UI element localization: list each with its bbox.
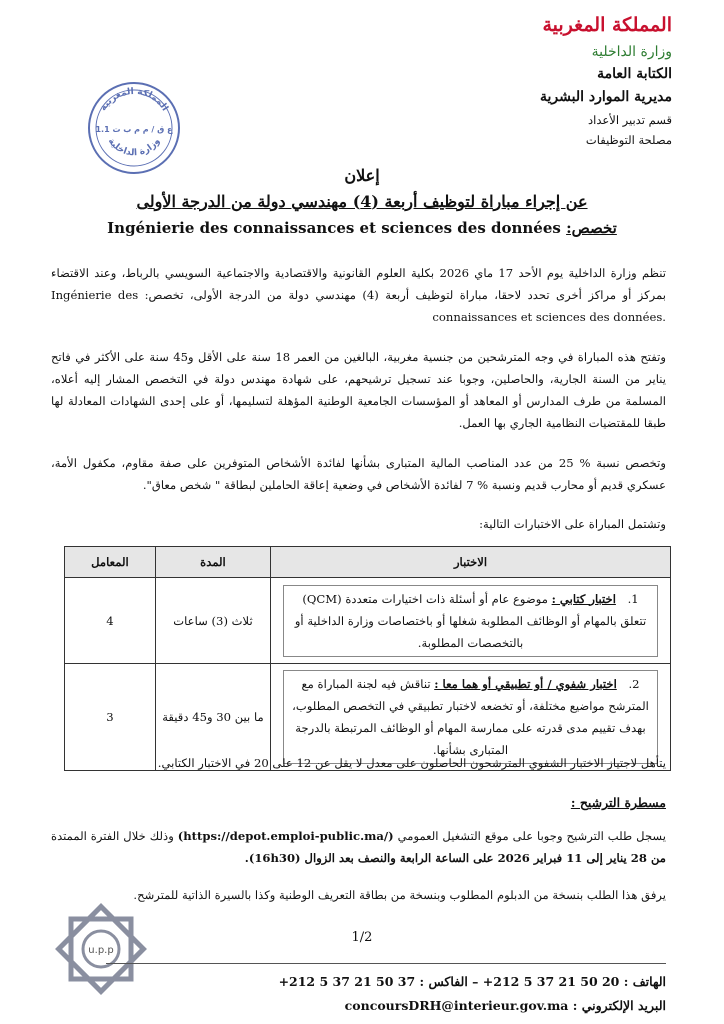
procedure-dates: من 28 يناير إلى 11 فبراير 2026 على الساعة الرابعة والنصف بعد الزوال (16h30). [244, 851, 666, 865]
specialty-label: تخصص: [566, 219, 617, 237]
paragraph-intro-text: تنظم وزارة الداخلية يوم الأحد 17 ماي 2026 بكلية العلوم القانونية والاقتصادية والاجتماعية السويسي بالرباط، وعند الاقتضاء بمركز أو مراكز أخرى تحدد لاحقا، مباراة لتوظيف أربعة (4) مهندسي دولة من الدرجة الأولى، تخصص: [51, 266, 666, 302]
email-label: البريد الإلكتروني : [572, 998, 666, 1013]
svg-text:وزارة الداخلية [106, 137, 163, 159]
coef-cell: 3 [65, 664, 156, 771]
paragraph-quota: وتخصص نسبة % 25 من عدد المناصب المالية المتبارى بشأنها لفائدة الأشخاص المتوفرين على صفة مقاوم، مكفول الأمة، عسكري قديم أو محارب قديم ونسبة % 7 لفائدة الأشخاص في وضعية إعاقة الحاملين لبطاقة " شخص معاق". [51, 456, 666, 492]
staffing-division: قسم تدبير الأعداد [588, 113, 672, 127]
header-duration: المدة [155, 547, 270, 578]
exam-box [283, 585, 658, 657]
exam-box [283, 670, 658, 764]
paragraph-intro-specialty: Ingénierie des connaissances et sciences des données. [51, 288, 666, 324]
phone-label: الهاتف : [623, 974, 666, 989]
procedure-url[interactable]: (https://depot.emploi-public.ma/) [177, 829, 394, 843]
fax-number: +212 5 37 21 50 37 [278, 974, 416, 989]
stamp-outer-text: المملكة المغربية [98, 86, 170, 113]
header-coef: المعامل [65, 547, 156, 578]
phone-number: +212 5 37 21 50 20 [482, 974, 620, 989]
exams-table [64, 546, 671, 771]
announcement-subtitle: عن إجراء مباراة لتوظيف أربعة (4) مهندسي دولة من الدرجة الأولى [136, 192, 588, 211]
email-address[interactable]: concoursDRH@interieur.gov.ma [344, 998, 569, 1013]
paragraph-intro [51, 262, 666, 328]
secretariat-name: الكتابة العامة [597, 66, 672, 82]
stamp-ref: ع ق / م م ب ت 1.1 [95, 125, 173, 134]
official-stamp [86, 80, 182, 176]
hr-directorate: مديرية الموارد البشرية [540, 89, 672, 105]
paragraph-exams-intro: وتشتمل المباراة على الاختبارات التالية: [479, 517, 666, 531]
exam-name: اختبار شفوي / أو تطبيقي أو هما معا : [434, 677, 617, 691]
logo-text: u.p.p [88, 945, 114, 956]
paragraph-procedure [51, 825, 666, 869]
coef-cell: 4 [65, 578, 156, 664]
table-header-row [65, 547, 671, 578]
duration-cell: ما بين 30 و45 دقيقة [155, 664, 270, 771]
procedure-text-b: وذلك خلال الفترة الممتدة [51, 829, 174, 843]
procedure-text-a: يسجل طلب الترشيح وجوبا على موقع التشغيل العمومي [397, 829, 667, 843]
exam-number: 1. [627, 591, 639, 606]
exam-number: 2. [628, 677, 640, 691]
footer-email-line [106, 994, 666, 1018]
kingdom-title: المملكة المغربية [542, 14, 672, 36]
header-exam: الاختبار [271, 547, 671, 578]
duration-cell: ثلاث (3) ساعات [155, 578, 270, 664]
procedure-title: مسطرة الترشيح : [570, 795, 666, 810]
page-number: 1/2 [351, 930, 373, 945]
recruitment-service: مصلحة التوظيفات [585, 133, 672, 147]
paragraph-eligibility: وتفتح هذه المباراة في وجه المترشحين من جنسية مغربية، البالغين من العمر 18 سنة على الأقل و45 سنة على الأكثر في فاتح يناير من السنة الجارية، والحاصلين، وجوبا عند تسجيل ترشيحهم، على شهادة مهندس دولة في التخصص المشار إليه أعلاه، المسلمة من طرف المدارس أو المعاهد أو المؤسسات الجامعية الوطنية المؤهلة لتسليمها، أو على إحدى الشهادات المعادلة لها طبقا للمقتضيات النظامية الجاري بها العمل. [51, 350, 666, 430]
specialty-name: Ingénierie des connaissances et sciences des données [107, 219, 561, 237]
announcement-title: إعلان [344, 166, 380, 185]
exam-name: اختبار كتابي : [551, 591, 616, 606]
exam-description: موضوع عام أو أسئلة ذات اختيارات متعددة (QCM) تتعلق بالمهام أو الوظائف المطلوبة شغلها أو باختصاصات وزارة الداخلية أو بالتخصصات المطلوبة. [294, 591, 647, 650]
stamp-inner-text: وزارة الداخلية [105, 136, 163, 159]
fax-label: الفاكس : [419, 974, 468, 989]
exam-description: تناقش فيه لجنة المباراة مع المترشح مواضيع مختلفة، أو تخضعه لاختبار تطبيقي في التخصص المطلوب، بهدف تقييم مدى قدرته على ممارسة المهام أو الوظائف المرتبطة بالدرجة المتبارى بشأنها. [292, 677, 649, 757]
paragraph-qualification: يتأهل لاجتياز الاختبار الشفوي المترشحون الحاصلون على معدل لا يقل عن 12 على 20 في الاختبار الكتابي. [157, 756, 666, 770]
paragraph-attachments: يرفق هذا الطلب بنسخة من الدبلوم المطلوب وبنسخة من بطاقة التعريف الوطنية وكذا بالسيرة الذاتية للمترشح. [133, 888, 666, 902]
ministry-name: وزارة الداخلية [591, 44, 672, 60]
table-row [65, 578, 671, 664]
specialty-line [0, 219, 724, 237]
footer [106, 963, 666, 1018]
footer-contact-line: الهاتف : +212 5 37 21 50 20 – الفاكس : +212 5 37 21 50 37 [278, 974, 666, 989]
exam-cell [271, 578, 671, 664]
